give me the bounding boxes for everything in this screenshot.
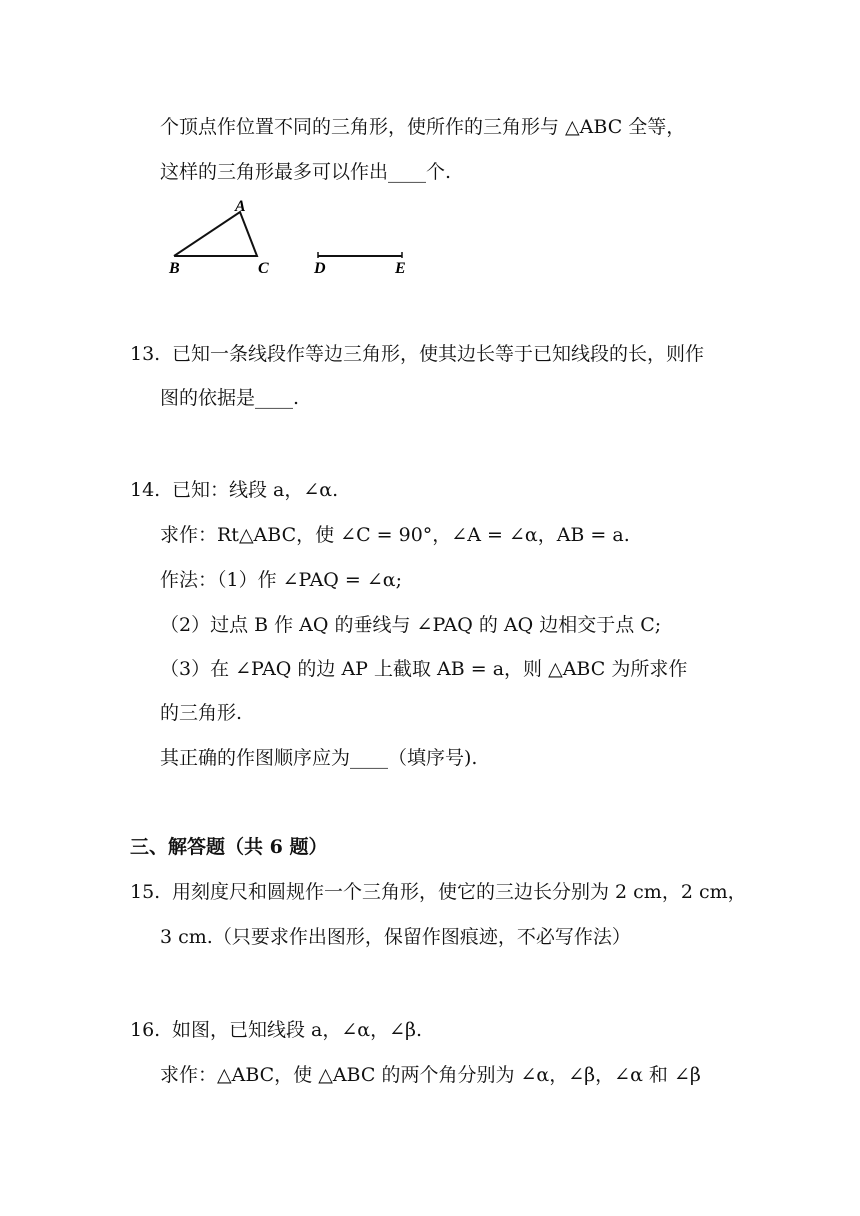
triangle-abc	[174, 212, 257, 256]
q14-line-3: 作法：（1）作 ∠PAQ = ∠α;	[160, 569, 403, 591]
label-c: C	[258, 260, 269, 277]
q16-number: 16.	[130, 1019, 161, 1041]
q14-line-6: 的三角形.	[160, 702, 243, 724]
q16-line-1: 如图，已知线段 a，∠α，∠β.	[172, 1019, 423, 1041]
q14-line-7: 其正确的作图顺序应为____（填序号).	[160, 747, 478, 769]
section-heading: 三、解答题（共 6 题）	[130, 836, 328, 858]
q14-number: 14.	[130, 479, 161, 501]
q15-line-1: 用刻度尺和圆规作一个三角形，使它的三边长分别为 2 cm，2 cm，	[172, 881, 747, 903]
q14-line-1: 已知：线段 a，∠α.	[172, 479, 339, 501]
segment-de	[318, 252, 402, 258]
q14-line-2: 求作：Rt△ABC，使 ∠C = 90°，∠A = ∠α，AB = a.	[160, 524, 630, 546]
q13-number: 13.	[130, 343, 161, 365]
q15-number: 15.	[130, 881, 161, 903]
q13-line-2: 图的依据是____.	[160, 387, 300, 409]
label-d: D	[314, 260, 326, 277]
label-a: A	[235, 198, 246, 215]
q12-line-2: 这样的三角形最多可以作出____个.	[160, 161, 452, 183]
q16-line-2: 求作：△ABC，使 △ABC 的两个角分别为 ∠α，∠β，∠α 和 ∠β	[160, 1064, 701, 1086]
q13-line-1: 已知一条线段作等边三角形，使其边长等于已知线段的长，则作	[172, 343, 705, 365]
q14-line-5: （3）在 ∠PAQ 的边 AP 上截取 AB = a，则 △ABC 为所求作	[160, 658, 688, 680]
q14-line-4: （2）过点 B 作 AQ 的垂线与 ∠PAQ 的 AQ 边相交于点 C;	[160, 614, 662, 636]
triangle-and-segment-figure	[160, 195, 420, 280]
label-b: B	[169, 260, 180, 277]
q12-line-1: 个顶点作位置不同的三角形，使所作的三角形与 △ABC 全等，	[160, 116, 686, 138]
q15-line-2: 3 cm.（只要求作出图形，保留作图痕迹，不必写作法）	[160, 926, 631, 948]
label-e: E	[395, 260, 406, 277]
